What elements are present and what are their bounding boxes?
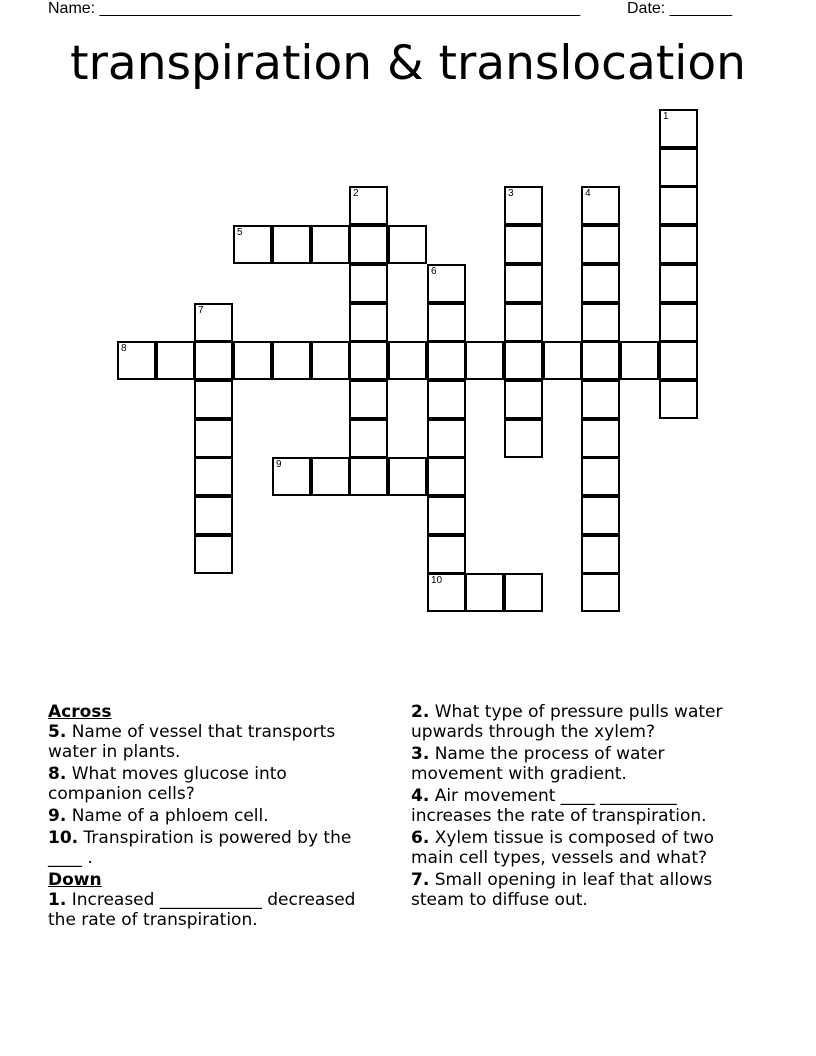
page-title: transpiration & translocation [70, 36, 746, 91]
grid-cell[interactable] [581, 573, 620, 612]
grid-cell[interactable] [504, 419, 543, 458]
clue-across-10 [48, 828, 383, 868]
grid-cell[interactable] [543, 341, 582, 380]
grid-cell[interactable] [349, 303, 388, 342]
across-heading: Across [48, 702, 112, 722]
grid-cell[interactable] [194, 535, 233, 574]
grid-cell[interactable] [427, 380, 466, 419]
grid-cell[interactable] [581, 264, 620, 303]
clue-text: Increased ____________ decreased the rate of transpiration. [48, 890, 356, 930]
cell-number: 3 [508, 188, 514, 199]
grid-cell[interactable] [659, 148, 698, 187]
grid-cell[interactable] [349, 225, 388, 264]
clue-across-8 [48, 764, 383, 804]
grid-cell[interactable] [311, 457, 350, 496]
grid-cell[interactable] [581, 303, 620, 342]
grid-cell[interactable] [194, 457, 233, 496]
grid-cell[interactable] [388, 457, 427, 496]
grid-cell[interactable] [504, 341, 543, 380]
grid-cell[interactable] [581, 535, 620, 574]
grid-cell[interactable] [581, 380, 620, 419]
clue-across-9 [48, 806, 383, 826]
grid-cell[interactable] [659, 109, 698, 148]
grid-cell[interactable] [504, 264, 543, 303]
clue-text: Small opening in leaf that allows steam to diffuse out. [411, 870, 713, 910]
grid-cell[interactable] [194, 341, 233, 380]
grid-cell[interactable] [388, 341, 427, 380]
grid-cell[interactable] [427, 496, 466, 535]
grid-cell[interactable] [349, 380, 388, 419]
clue-number: 7. [411, 870, 430, 890]
cell-number: 5 [237, 227, 243, 238]
grid-cell[interactable] [349, 419, 388, 458]
clue-number: 3. [411, 744, 430, 764]
clues-column-left [48, 702, 383, 932]
grid-cell[interactable] [233, 341, 272, 380]
clue-down-1 [48, 890, 383, 930]
grid-cell[interactable] [388, 225, 427, 264]
clue-number: 2. [411, 702, 430, 722]
cell-number: 4 [585, 188, 591, 199]
clue-down-7 [411, 870, 756, 910]
grid-cell[interactable] [659, 186, 698, 225]
clue-number: 6. [411, 828, 430, 848]
grid-cell[interactable] [659, 380, 698, 419]
clue-text: What moves glucose into companion cells? [48, 764, 287, 804]
clue-number: 5. [48, 722, 67, 742]
grid-cell[interactable] [465, 341, 504, 380]
grid-cell[interactable] [311, 225, 350, 264]
grid-cell[interactable] [156, 341, 195, 380]
grid-cell[interactable] [311, 341, 350, 380]
clue-number: 9. [48, 806, 67, 826]
clue-down-4 [411, 786, 756, 826]
grid-cell[interactable] [504, 573, 543, 612]
clue-text: Transpiration is powered by the ____ . [48, 828, 352, 868]
grid-cell[interactable] [581, 496, 620, 535]
clue-number: 1. [48, 890, 67, 910]
date-field[interactable]: Date: _______ [627, 0, 732, 17]
clue-text: Air movement ____ _________ increases the rate of transpiration. [411, 786, 707, 826]
clue-number: 4. [411, 786, 430, 806]
grid-cell[interactable] [194, 496, 233, 535]
cell-number: 9 [276, 459, 282, 470]
grid-cell[interactable] [272, 341, 311, 380]
cell-number: 6 [431, 266, 437, 277]
cell-number: 8 [121, 343, 127, 354]
clue-text: Name of a phloem cell. [71, 806, 269, 826]
clue-text: Name the process of water movement with gradient. [411, 744, 665, 784]
grid-cell[interactable] [659, 303, 698, 342]
grid-cell[interactable] [504, 186, 543, 225]
grid-cell[interactable] [233, 225, 272, 264]
grid-cell[interactable] [272, 457, 311, 496]
name-field[interactable]: Name: ______________________________________________________ [48, 0, 581, 17]
grid-cell[interactable] [504, 380, 543, 419]
grid-cell[interactable] [117, 341, 156, 380]
grid-cell[interactable] [194, 380, 233, 419]
grid-cell[interactable] [620, 341, 659, 380]
clue-number: 8. [48, 764, 67, 784]
clue-down-2 [411, 702, 756, 742]
clue-text: Xylem tissue is composed of two main cell types, vessels and what? [411, 828, 715, 868]
grid-cell[interactable] [659, 264, 698, 303]
grid-cell[interactable] [581, 419, 620, 458]
cell-number: 7 [198, 305, 204, 316]
grid-cell[interactable] [194, 303, 233, 342]
clues-column-right [411, 702, 756, 912]
grid-cell[interactable] [427, 457, 466, 496]
grid-cell[interactable] [427, 264, 466, 303]
grid-cell[interactable] [194, 419, 233, 458]
clue-down-6 [411, 828, 756, 868]
grid-cell[interactable] [659, 341, 698, 380]
grid-cell[interactable] [581, 225, 620, 264]
grid-cell[interactable] [349, 457, 388, 496]
cell-number: 1 [663, 111, 669, 122]
grid-cell[interactable] [427, 419, 466, 458]
grid-cell[interactable] [581, 341, 620, 380]
clue-down-3 [411, 744, 756, 784]
grid-cell[interactable] [581, 186, 620, 225]
grid-cell[interactable] [427, 341, 466, 380]
clue-across-5 [48, 722, 383, 762]
grid-cell[interactable] [272, 225, 311, 264]
clue-text: Name of vessel that transports water in plants. [48, 722, 336, 762]
grid-cell[interactable] [427, 535, 466, 574]
grid-cell[interactable] [504, 303, 543, 342]
grid-cell[interactable] [427, 303, 466, 342]
down-heading: Down [48, 870, 102, 890]
grid-cell[interactable] [504, 225, 543, 264]
grid-cell[interactable] [349, 341, 388, 380]
grid-cell[interactable] [581, 457, 620, 496]
grid-cell[interactable] [659, 225, 698, 264]
grid-cell[interactable] [349, 186, 388, 225]
clue-number: 10. [48, 828, 79, 848]
cell-number: 10 [431, 575, 443, 586]
grid-cell[interactable] [427, 573, 466, 612]
grid-cell[interactable] [465, 573, 504, 612]
clue-text: What type of pressure pulls water upwards through the xylem? [411, 702, 723, 742]
cell-number: 2 [353, 188, 359, 199]
grid-cell[interactable] [349, 264, 388, 303]
